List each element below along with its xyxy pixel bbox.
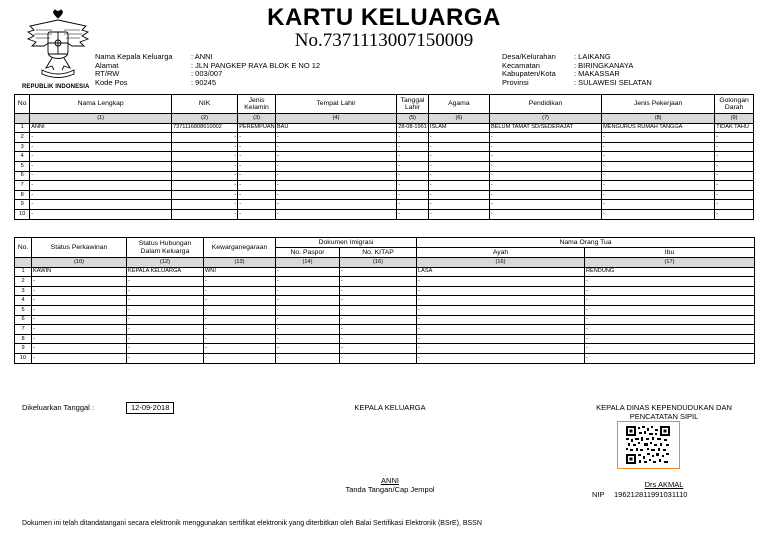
table-cell: - bbox=[204, 286, 276, 296]
table-cell: - bbox=[127, 353, 204, 363]
table-cell: 5 bbox=[15, 305, 32, 315]
table-cell: - bbox=[715, 142, 754, 152]
table-cell: - bbox=[489, 209, 601, 219]
nip-label: NIP bbox=[592, 490, 605, 499]
info-label: RT/RW bbox=[95, 69, 120, 79]
table-header: Tanggal Lahir bbox=[397, 95, 429, 114]
table-cell: - bbox=[127, 325, 204, 335]
table-row bbox=[15, 190, 754, 200]
table-cell: - bbox=[602, 142, 715, 152]
table-cell: - bbox=[428, 181, 489, 191]
table-row bbox=[15, 161, 754, 171]
table-cell: - bbox=[127, 344, 204, 354]
table-row bbox=[15, 286, 755, 296]
table-row bbox=[15, 315, 755, 325]
table-cell: 3 bbox=[15, 142, 30, 152]
table-cell: - bbox=[397, 161, 429, 171]
table-cell: 8 bbox=[15, 334, 32, 344]
info-value: : LAIKANG bbox=[574, 52, 611, 61]
table-cell: - bbox=[428, 142, 489, 152]
table-cell: - bbox=[417, 353, 585, 363]
table-cell: - bbox=[32, 344, 127, 354]
column-number: (16) bbox=[340, 258, 417, 268]
table-row bbox=[15, 133, 754, 143]
table-cell: - bbox=[715, 133, 754, 143]
table-cell: TIDAK TAHU bbox=[715, 123, 754, 133]
table-cell: - bbox=[171, 181, 237, 191]
table-cell: 5 bbox=[15, 161, 30, 171]
column-number: (7) bbox=[489, 114, 601, 124]
table-cell: BAU bbox=[275, 123, 396, 133]
table-cell: - bbox=[417, 296, 585, 306]
table-cell: 28-08-1961 bbox=[397, 123, 429, 133]
table-cell: - bbox=[204, 315, 276, 325]
family-members-table bbox=[14, 94, 754, 220]
table-cell: - bbox=[171, 171, 237, 181]
table-cell: - bbox=[489, 161, 601, 171]
table-cell: - bbox=[489, 181, 601, 191]
table-cell: - bbox=[276, 296, 340, 306]
table-cell: - bbox=[417, 315, 585, 325]
table-cell: - bbox=[275, 181, 396, 191]
table-header: No bbox=[15, 95, 30, 114]
column-number: (17) bbox=[585, 258, 755, 268]
column-number: (13) bbox=[204, 258, 276, 268]
info-label: Alamat bbox=[95, 60, 119, 70]
column-number: (8) bbox=[602, 114, 715, 124]
column-number: (5) bbox=[397, 114, 429, 124]
table-cell: - bbox=[32, 334, 127, 344]
table-cell: - bbox=[417, 277, 585, 287]
table-cell: - bbox=[32, 277, 127, 287]
table-cell: - bbox=[397, 190, 429, 200]
table-cell: - bbox=[340, 305, 417, 315]
table-header: Status Hubungan Dalam Keluarga bbox=[127, 238, 204, 258]
table-header: Jenis Pekerjaan bbox=[602, 95, 715, 114]
table-cell: - bbox=[30, 133, 172, 143]
table-cell: - bbox=[276, 286, 340, 296]
table-cell: - bbox=[340, 267, 417, 277]
table-cell: - bbox=[276, 267, 340, 277]
table-cell: 7371116808610002 bbox=[171, 123, 237, 133]
table-cell: - bbox=[127, 315, 204, 325]
table-cell: - bbox=[238, 152, 276, 162]
table-cell: - bbox=[417, 334, 585, 344]
table-cell: - bbox=[715, 200, 754, 210]
column-number bbox=[15, 114, 30, 124]
table-cell: - bbox=[127, 334, 204, 344]
table-cell: - bbox=[276, 315, 340, 325]
table-cell: - bbox=[275, 161, 396, 171]
table-cell: WNI bbox=[204, 267, 276, 277]
table-cell: LASA bbox=[417, 267, 585, 277]
table-cell: - bbox=[275, 171, 396, 181]
table-cell: - bbox=[397, 181, 429, 191]
table-cell: - bbox=[340, 296, 417, 306]
table-cell: - bbox=[340, 286, 417, 296]
table-cell: - bbox=[602, 171, 715, 181]
table-cell: - bbox=[127, 305, 204, 315]
info-label: Kode Pos bbox=[95, 77, 128, 87]
column-number: (3) bbox=[238, 114, 276, 124]
table-cell: - bbox=[30, 152, 172, 162]
table-cell: - bbox=[715, 161, 754, 171]
table-cell: - bbox=[715, 190, 754, 200]
table-cell: - bbox=[489, 190, 601, 200]
table-cell: - bbox=[428, 133, 489, 143]
table-cell: - bbox=[340, 344, 417, 354]
info-label: Kabupaten/Kota bbox=[502, 69, 556, 79]
table-cell: ANNI bbox=[30, 123, 172, 133]
table-header: No. KITAP bbox=[340, 248, 417, 258]
table-cell: - bbox=[585, 344, 755, 354]
column-number bbox=[15, 258, 32, 268]
table-cell: - bbox=[489, 171, 601, 181]
table-cell: - bbox=[32, 296, 127, 306]
info-value: : 90245 bbox=[191, 77, 217, 87]
table-cell: - bbox=[238, 171, 276, 181]
table-cell: 7 bbox=[15, 325, 32, 335]
table-cell: - bbox=[428, 190, 489, 200]
table-cell: - bbox=[428, 152, 489, 162]
table-cell: 9 bbox=[15, 200, 30, 210]
issued-label: Dikeluarkan Tanggal : bbox=[22, 403, 94, 412]
table-cell: - bbox=[602, 181, 715, 191]
kk-number: No.7371113007150009 bbox=[294, 30, 474, 51]
table-cell: - bbox=[417, 305, 585, 315]
table-cell: - bbox=[715, 171, 754, 181]
table-cell: - bbox=[204, 334, 276, 344]
table-cell: - bbox=[30, 209, 172, 219]
table-cell: 3 bbox=[15, 286, 32, 296]
table-cell: - bbox=[276, 305, 340, 315]
table-header: Agama bbox=[428, 95, 489, 114]
region-info bbox=[502, 53, 652, 87]
table-cell: - bbox=[489, 133, 601, 143]
table-cell: - bbox=[238, 200, 276, 210]
column-number-row bbox=[15, 258, 755, 268]
table-cell: - bbox=[715, 209, 754, 219]
table-cell: 2 bbox=[15, 277, 32, 287]
table-cell: - bbox=[585, 305, 755, 315]
table-cell: - bbox=[204, 344, 276, 354]
official-name: Drs AKMAL bbox=[644, 480, 684, 489]
table-cell: - bbox=[585, 296, 755, 306]
info-value: : ANNI bbox=[191, 52, 213, 61]
table-cell: - bbox=[127, 286, 204, 296]
table-header: Kewarganegaraan bbox=[204, 238, 276, 258]
column-number: (14) bbox=[276, 258, 340, 268]
table-cell: 8 bbox=[15, 190, 30, 200]
table-cell: - bbox=[276, 277, 340, 287]
table-cell: - bbox=[32, 286, 127, 296]
info-label: Kecamatan bbox=[502, 60, 540, 70]
info-value: : BIRINGKANAYA bbox=[574, 60, 634, 70]
table-header: Nama Orang Tua bbox=[417, 238, 755, 248]
table-cell: - bbox=[171, 133, 237, 143]
info-value: : SULAWESI SELATAN bbox=[574, 77, 652, 87]
table-cell: RENDUNG bbox=[585, 267, 755, 277]
table-cell: 10 bbox=[15, 209, 30, 219]
column-number: (12) bbox=[127, 258, 204, 268]
table-cell: KAWIN bbox=[32, 267, 127, 277]
table-cell: - bbox=[204, 296, 276, 306]
table-header: No. bbox=[15, 238, 32, 258]
table-cell: 6 bbox=[15, 171, 30, 181]
info-value: : MAKASSAR bbox=[574, 69, 620, 79]
table-header: Golongan Darah bbox=[715, 95, 754, 114]
office-title-line2: PENCATATAN SIPIL bbox=[629, 412, 699, 421]
table-cell: - bbox=[32, 315, 127, 325]
table-cell: - bbox=[397, 142, 429, 152]
table-cell: 10 bbox=[15, 353, 32, 363]
column-number: (9) bbox=[715, 114, 754, 124]
table-cell: 9 bbox=[15, 344, 32, 354]
table-cell: - bbox=[238, 190, 276, 200]
table-row bbox=[15, 277, 755, 287]
column-number: (10) bbox=[32, 258, 127, 268]
table-cell: - bbox=[238, 133, 276, 143]
table-cell: - bbox=[602, 200, 715, 210]
table-cell: - bbox=[397, 200, 429, 210]
table-header: NIK bbox=[171, 95, 237, 114]
table-cell: - bbox=[275, 209, 396, 219]
info-value: : 003/007 bbox=[191, 69, 223, 79]
table-cell: - bbox=[30, 181, 172, 191]
table-cell: - bbox=[204, 277, 276, 287]
table-cell: - bbox=[238, 181, 276, 191]
table-cell: - bbox=[171, 190, 237, 200]
table-cell: - bbox=[171, 152, 237, 162]
table-header: Nama Lengkap bbox=[30, 95, 172, 114]
table-cell: - bbox=[585, 315, 755, 325]
table-cell: - bbox=[238, 142, 276, 152]
table-cell: - bbox=[428, 209, 489, 219]
table-cell: - bbox=[489, 200, 601, 210]
table-cell: - bbox=[340, 277, 417, 287]
table-row bbox=[15, 325, 755, 335]
table-cell: - bbox=[171, 161, 237, 171]
table-cell: - bbox=[127, 277, 204, 287]
table-cell: - bbox=[602, 133, 715, 143]
table-cell: - bbox=[340, 325, 417, 335]
family-head-info bbox=[95, 53, 320, 87]
qr-code-icon bbox=[626, 426, 670, 464]
table-cell: 4 bbox=[15, 152, 30, 162]
table-cell: - bbox=[275, 190, 396, 200]
table-header: Ibu bbox=[585, 248, 755, 258]
column-number: (16) bbox=[417, 258, 585, 268]
table-cell: MENGURUS RUMAH TANGGA bbox=[602, 123, 715, 133]
table-header: Tempat Lahir bbox=[275, 95, 396, 114]
table-cell: - bbox=[32, 305, 127, 315]
table-cell: - bbox=[417, 286, 585, 296]
info-label: Nama Kepala Keluarga bbox=[95, 52, 173, 61]
table-cell: - bbox=[275, 152, 396, 162]
table-cell: - bbox=[204, 305, 276, 315]
column-number: (4) bbox=[275, 114, 396, 124]
table-cell: - bbox=[428, 200, 489, 210]
table-row bbox=[15, 296, 755, 306]
info-label: Desa/Kelurahan bbox=[502, 52, 556, 61]
table-cell: PEREMPUAN bbox=[238, 123, 276, 133]
table-cell: 7 bbox=[15, 181, 30, 191]
table-header: Pendidikan bbox=[489, 95, 601, 114]
table-row bbox=[15, 334, 755, 344]
table-cell: 6 bbox=[15, 315, 32, 325]
table-cell: - bbox=[417, 344, 585, 354]
table-cell: - bbox=[276, 334, 340, 344]
table-row bbox=[15, 209, 754, 219]
table-cell: - bbox=[428, 171, 489, 181]
table-cell: - bbox=[585, 334, 755, 344]
table-cell: 2 bbox=[15, 133, 30, 143]
table-row bbox=[15, 200, 754, 210]
table-cell: - bbox=[602, 190, 715, 200]
table-header: Ayah bbox=[417, 248, 585, 258]
table-cell: - bbox=[340, 315, 417, 325]
table-row bbox=[15, 171, 754, 181]
table-cell: 1 bbox=[15, 123, 30, 133]
nip-value: 196212811991031110 bbox=[614, 490, 688, 499]
table-cell: - bbox=[30, 171, 172, 181]
table-cell: 1 bbox=[15, 267, 32, 277]
column-number: (6) bbox=[428, 114, 489, 124]
disclaimer-text: Dokumen ini telah ditandatangani secara elektronik menggunakan sertifikat elektronik yang diterbitkan oleh Balai Sertifikasi Elektronik (BSrE), BSSN bbox=[22, 520, 482, 527]
table-row bbox=[15, 353, 755, 363]
column-number-row bbox=[15, 114, 754, 124]
table-row bbox=[15, 305, 755, 315]
table-cell: - bbox=[417, 325, 585, 335]
table-cell: - bbox=[602, 161, 715, 171]
table-header: Dokumen Imigrasi bbox=[276, 238, 417, 248]
table-cell: - bbox=[428, 161, 489, 171]
table-cell: - bbox=[585, 325, 755, 335]
table-cell: - bbox=[30, 161, 172, 171]
table-cell: - bbox=[275, 200, 396, 210]
table-cell: - bbox=[171, 209, 237, 219]
table-row bbox=[15, 344, 755, 354]
table-cell: - bbox=[340, 353, 417, 363]
table-row bbox=[15, 267, 755, 277]
table-row bbox=[15, 142, 754, 152]
column-number: (1) bbox=[30, 114, 172, 124]
document-title: KARTU KELUARGA bbox=[267, 4, 501, 31]
table-cell: - bbox=[715, 152, 754, 162]
emblem-caption: REPUBLIK INDONESIA bbox=[22, 84, 90, 90]
qr-code-frame bbox=[617, 421, 680, 469]
table-cell: - bbox=[397, 209, 429, 219]
table-cell: - bbox=[238, 161, 276, 171]
table-cell: - bbox=[238, 209, 276, 219]
table-cell: - bbox=[171, 142, 237, 152]
table-row bbox=[15, 181, 754, 191]
table-cell: - bbox=[171, 200, 237, 210]
table-cell: - bbox=[30, 190, 172, 200]
table-cell: - bbox=[489, 142, 601, 152]
table-header: Status Perkawinan bbox=[32, 238, 127, 258]
column-number: (2) bbox=[171, 114, 237, 124]
table-row bbox=[15, 152, 754, 162]
info-label: Provinsi bbox=[502, 77, 529, 87]
signature-caption: Tanda Tangan/Cap Jempol bbox=[345, 485, 435, 494]
table-cell: - bbox=[585, 277, 755, 287]
table-cell: - bbox=[602, 209, 715, 219]
table-cell: - bbox=[340, 334, 417, 344]
table-cell: - bbox=[489, 152, 601, 162]
table-cell: - bbox=[275, 133, 396, 143]
table-cell: - bbox=[275, 142, 396, 152]
table-cell: - bbox=[397, 133, 429, 143]
table-row bbox=[15, 123, 754, 133]
issued-date: 12-09-2018 bbox=[126, 402, 174, 414]
table-cell: - bbox=[397, 171, 429, 181]
table-cell: - bbox=[602, 152, 715, 162]
table-cell: - bbox=[30, 200, 172, 210]
table-cell: - bbox=[585, 353, 755, 363]
table-cell: - bbox=[30, 142, 172, 152]
office-title-line1: KEPALA DINAS KEPENDUDUKAN DAN bbox=[596, 403, 732, 412]
table-cell: 4 bbox=[15, 296, 32, 306]
table-cell: - bbox=[276, 325, 340, 335]
family-head-title: KEPALA KELUARGA bbox=[354, 403, 426, 412]
table-cell: KEPALA KELUARGA bbox=[127, 267, 204, 277]
table-cell: - bbox=[715, 181, 754, 191]
table-header: No. Paspor bbox=[276, 248, 340, 258]
table-cell: - bbox=[276, 353, 340, 363]
table-cell: - bbox=[32, 325, 127, 335]
table-cell: - bbox=[585, 286, 755, 296]
table-cell: BELUM TAMAT SD/SEDERAJAT bbox=[489, 123, 601, 133]
table-cell: - bbox=[204, 325, 276, 335]
table-cell: - bbox=[397, 152, 429, 162]
table-cell: ISLAM bbox=[428, 123, 489, 133]
table-cell: - bbox=[127, 296, 204, 306]
family-status-table bbox=[14, 237, 755, 364]
family-head-name: ANNI bbox=[381, 476, 399, 485]
info-value: : JLN PANGKEP RAYA BLOK E NO 12 bbox=[191, 60, 321, 70]
table-cell: - bbox=[32, 353, 127, 363]
table-cell: - bbox=[276, 344, 340, 354]
table-cell: - bbox=[204, 353, 276, 363]
table-header: Jenis Kelamin bbox=[238, 95, 276, 114]
